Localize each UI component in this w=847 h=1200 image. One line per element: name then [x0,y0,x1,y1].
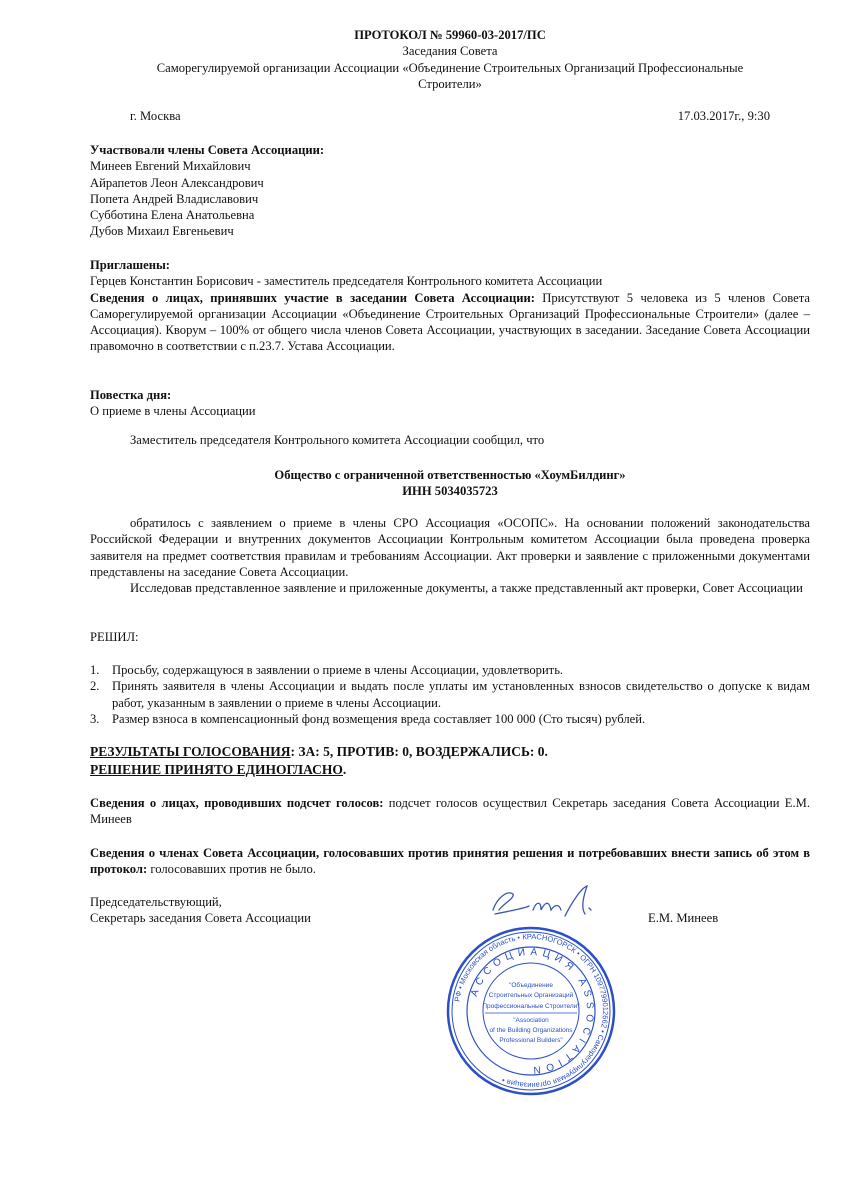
agenda-heading: Повестка дня: [90,388,172,402]
signer-name: Е.М. Минеев [648,911,719,925]
decision-item [90,678,810,711]
svg-text:РФ • Московская область • КРАС: РФ • Московская область • КРАСНОГОРСК • ОГРН 1097799012662 • Саморегулируемая организация • [452,931,611,1091]
signature-block [90,894,810,927]
place-date-row [130,108,770,124]
item-text: Размер взноса в компенсационный фонд возмещения вреда составляет 100 000 (Сто тысяч) рублей. [112,711,646,726]
unanimous-label: РЕШЕНИЕ ПРИНЯТО ЕДИНОГЛАСНО [90,762,343,777]
handwritten-signature [485,880,605,925]
invited-heading: Приглашены: [90,258,171,272]
against-info [90,845,810,878]
svg-text:АССОЦИАЦИЯ ASSOCIATION: АССОЦИАЦИЯ ASSOCIATION [468,946,596,1076]
item-text: Принять заявителя в члены Ассоциации и выдать после уплаты им установленных взносов свидетельство о допуске к видам работ, указанным в заявлении о приеме в члены Ассоциации. [112,679,810,710]
meeting-datetime: 17.03.2017г., 9:30 [677,109,770,123]
application-paragraph: обратилось с заявлением о приеме в члены СРО Ассоциация «ОСОПС». На основании положений законодательства Российской Федерации и внутренних документов Ассоциации Контрольным комитетом Ассоциации была проведена проверка заявителя на предмет соответствия правилам и требованиям Ассоциации. Акт проверки и заявление с приложенными документами представлены на заседание Совета Ассоциации. [90,516,810,579]
decision-list [90,662,810,727]
document-title: ПРОТОКОЛ № 59960-03-2017/ПС [354,28,546,42]
svg-text:Профессиональные Строители": Профессиональные Строители" [482,1003,580,1010]
document-header [90,27,810,92]
voting-results-value: : ЗА: 5, ПРОТИВ: 0, ВОЗДЕРЖАЛИСЬ: 0. [290,744,548,759]
unanimous-dot: . [342,762,347,777]
against-text: голосовавших против не было. [147,862,316,877]
company-name: Общество с ограниченной ответственностью «ХоумБилдинг» [274,468,626,482]
vote-counters-info [90,795,810,828]
item-number: 2. [90,679,100,694]
against-heading: Сведения о членах Совета Ассоциации, голосовавших против принятия решения и потребовавших внести запись об этом в протокол: [90,846,810,877]
participants-heading: Участвовали члены Совета Ассоциации: [90,143,325,157]
report-intro: Заместитель председателя Контрольного комитета Ассоциации сообщил, что [130,433,545,447]
vote-counters-text: подсчет голосов осуществил Секретарь заседания Совета Ассоциации Е.М. Минеев [90,796,810,827]
invited-section [90,257,810,355]
company-inn: ИНН 5034035723 [402,484,498,499]
agenda-section [90,387,810,420]
signer-role-2: Секретарь заседания Совета Ассоциации [90,911,311,926]
participant-name: Айрапетов Леон Александрович [90,175,264,190]
decision-item [90,711,810,727]
decision-item [90,662,810,678]
participant-name: Попета Андрей Владиславович [90,191,259,206]
signer-role-1: Председательствующий, [90,895,222,909]
participant-name: Субботина Елена Анатольевна [90,208,255,223]
svg-text:"Association: "Association [513,1017,549,1024]
vote-counters-heading: Сведения о лицах, проводивших подсчет голосов: [90,796,384,810]
svg-text:"Объединение: "Объединение [509,982,553,989]
company-block [90,467,810,500]
agenda-item: О приеме в члены Ассоциации [90,404,256,419]
organization-seal [445,925,617,1097]
svg-text:of the Building Organizations: of the Building Organizations [489,1027,573,1034]
svg-text:Professional Builders": Professional Builders" [499,1037,563,1044]
decision-heading: РЕШИЛ: [90,630,139,644]
participants-section [90,142,810,240]
city: г. Москва [130,109,181,123]
voting-results-label: РЕЗУЛЬТАТЫ ГОЛОСОВАНИЯ [90,744,291,759]
item-number: 1. [90,663,100,677]
attendance-info-heading: Сведения о лицах, принявших участие в заседании Совета Ассоциации: [90,290,535,305]
attendance-info-text: Присутствуют 5 человека из 5 членов Совета Саморегулируемой организации Ассоциации «Объединение Строительных Организаций Профессиональные Строители» (далее – Ассоциация). Кворум – 100% от общего числа членов Совета Ассоциации, участвующих в заседании. Заседание Совета Ассоциации правомочно в соответствии с п.23.7. Устава Ассоциации. [90,290,810,354]
organization-line-1: Саморегулируемой организации Ассоциации «Объединение Строительных Организаций Профессиональные [156,60,744,75]
review-paragraph: Исследовав представленное заявление и приложенные документы, а также представленный акт проверки, Совет Ассоциации [130,581,803,595]
attendance-info [90,290,810,355]
svg-text:Строительных Организаций: Строительных Организаций [488,992,574,999]
participant-name: Минеев Евгений Михайлович [90,159,251,174]
document-subtitle: Заседания Совета [402,44,498,59]
item-text: Просьбу, содержащуюся в заявлении о приеме в члены Ассоциации, удовлетворить. [112,663,564,677]
organization-line-2: Строители» [418,76,482,91]
participant-name: Дубов Михаил Евгеньевич [90,224,234,239]
invited-person: Герцев Константин Борисович - заместитель председателя Контрольного комитета Ассоциации [90,274,603,289]
item-number: 3. [90,711,100,726]
voting-results [90,743,810,779]
